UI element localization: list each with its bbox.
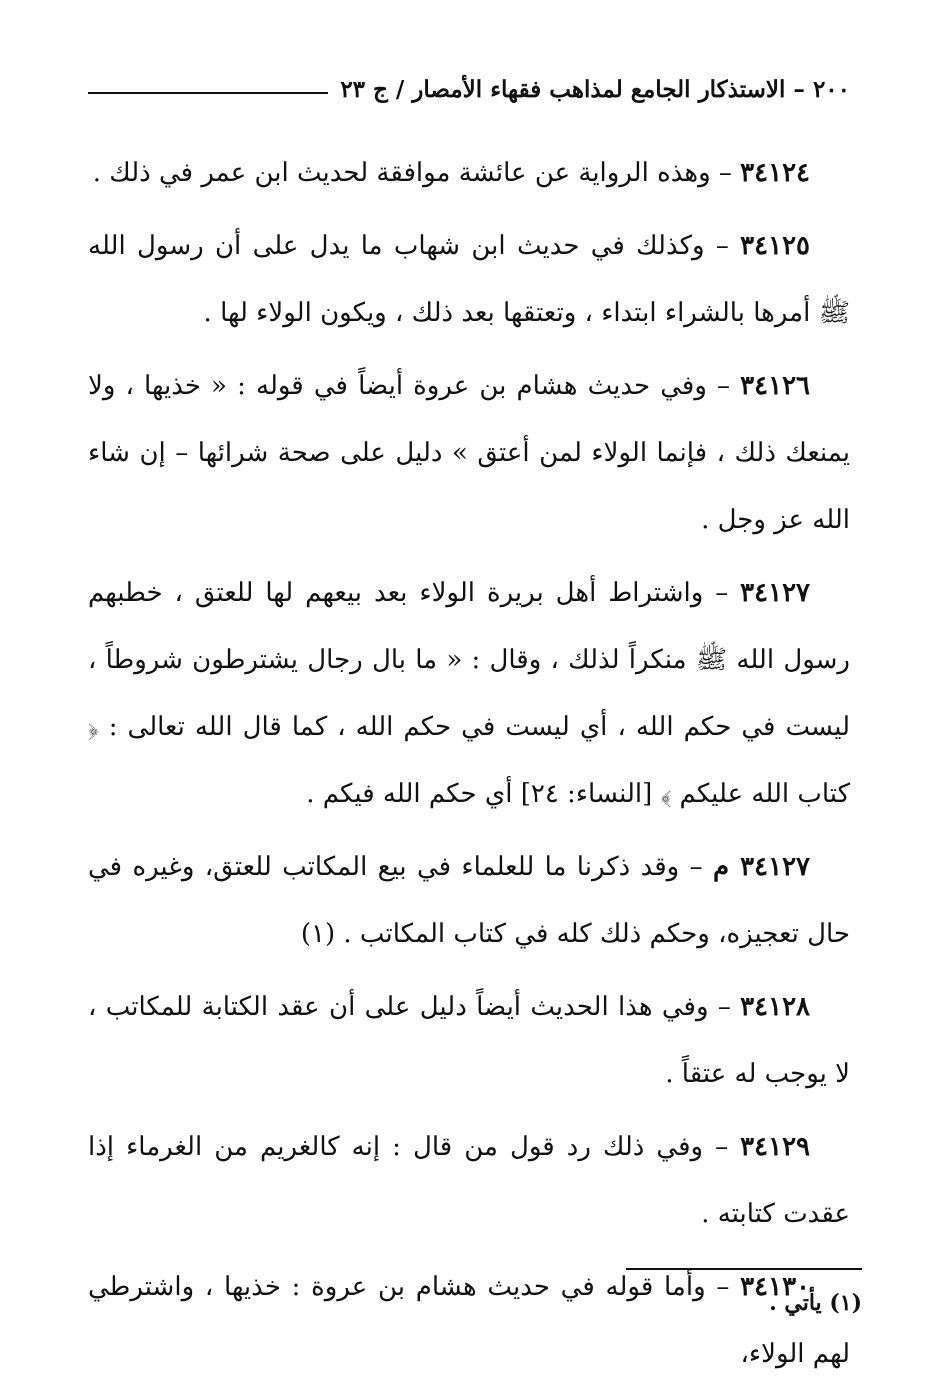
footnote-rule	[626, 1268, 862, 1270]
paragraph-number: ٣٤١٢٦	[740, 371, 810, 401]
main-text	[88, 140, 850, 1394]
paragraph-number: ٣٤١٢٧ م	[712, 852, 810, 882]
paragraph-number: ٣٤١٢٨	[740, 992, 810, 1022]
paragraph-text: – وقد ذكرنا ما للعلماء في بيع المكاتب للعتق، وغيره في حال تعجيزه، وحكم ذلك كله في كتاب المكاتب . (١)	[88, 852, 850, 949]
paragraph-text: – وكذلك في حديث ابن شهاب ما يدل على أن رسول الله ﷺ أمرها بالشراء ابتداء ، وتعتقها بعد ذلك ، ويكون الولاء لها .	[88, 231, 850, 328]
running-head-text: ٢٠٠ – الاستذكار الجامع لمذاهب فقهاء الأمصار / ج ٢٣	[340, 76, 850, 103]
paragraph-text: – وفي ذلك رد قول من قال : إنه كالغريم من الغرماء إذا عقدت كتابته .	[88, 1132, 850, 1229]
paragraph-34127	[88, 560, 850, 828]
paragraph-text: – وفي هذا الحديث أيضاً دليل على أن عقد الكتابة للمكاتب ، لا يوجب له عتقاً .	[88, 992, 850, 1089]
paragraph-text: – وهذه الرواية عن عائشة موافقة لحديث ابن عمر في ذلك .	[92, 158, 741, 188]
paragraph-number: ٣٤١٢٤	[740, 158, 810, 188]
header-rule	[88, 92, 328, 94]
paragraph-number: ٣٤١٢٥	[740, 231, 810, 261]
paragraph-text: – وأما قوله في حديث هشام بن عروة : خذيها ، واشترطي لهم الولاء،	[88, 1272, 850, 1369]
footnote: (١) يأتي .	[769, 1290, 862, 1316]
paragraph-number: ٣٤١٢٧	[740, 578, 810, 608]
paragraph-number: ٣٤١٢٩	[740, 1132, 810, 1162]
paragraph-number: ٣٤١٣٠	[740, 1272, 810, 1302]
paragraph-text: – واشتراط أهل بريرة الولاء بعد بيعهم لها للعتق ، خطبهم رسول الله ﷺ منكراً لذلك ، وقال : « ما بال رجال يشترطون شروطاً ، ليست في حكم الله ، أي ليست في حكم الله ، كما قال الله تعالى : ﴿ كتاب الله عليكم ﴾ [النساء: ٢٤] أي حكم الله فيكم .	[88, 578, 850, 809]
paragraph-34125	[88, 213, 850, 347]
paragraph-34124	[88, 140, 850, 207]
running-header	[88, 76, 850, 103]
paragraph-34128	[88, 974, 850, 1108]
paragraph-34127m	[88, 834, 850, 968]
paragraph-text: – وفي حديث هشام بن عروة أيضاً في قوله : « خذيها ، ولا يمنعك ذلك ، فإنما الولاء لمن أعتق » دليل على صحة شرائها – إن شاء الله عز وجل .	[88, 371, 850, 535]
paragraph-34129	[88, 1114, 850, 1248]
paragraph-34126	[88, 353, 850, 554]
